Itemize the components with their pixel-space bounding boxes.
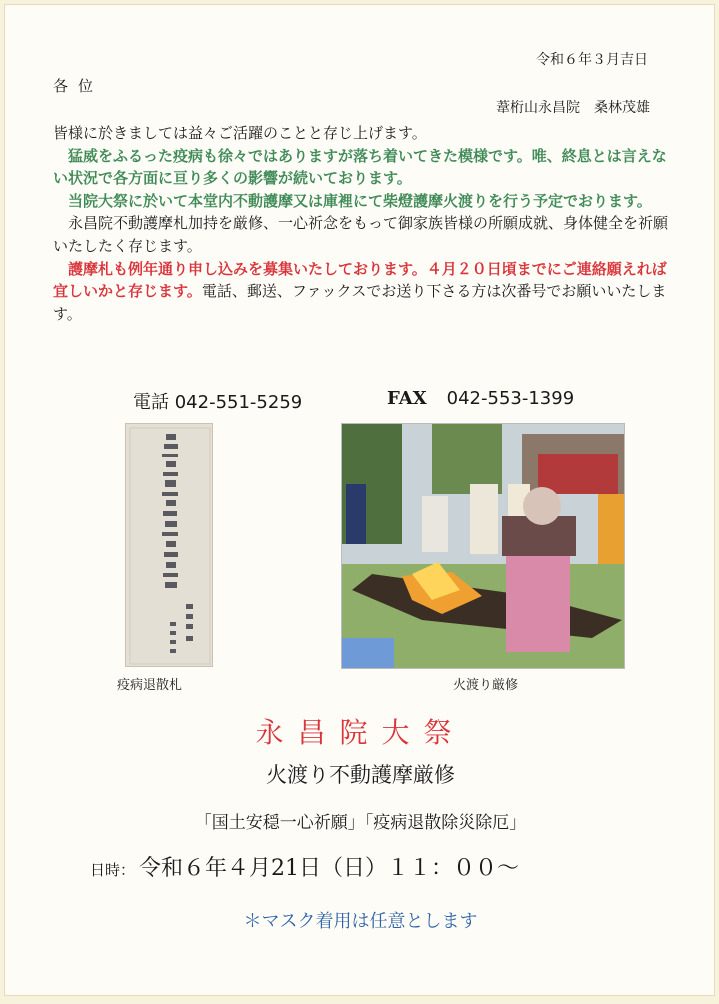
festival-subtitle: 火渡り不動護摩厳修 [266, 763, 455, 787]
prayer-paragraph: 永昌院不動護摩札加持を厳修、一心祈念をもって御家族皆様の所願成就、身体健全を祈願いたしたく存じます。 [53, 214, 669, 255]
fax-line [387, 388, 574, 409]
photo-caption: 火渡り厳修 [453, 678, 519, 693]
letter-body [53, 122, 673, 325]
salutation: 各位 [53, 77, 104, 95]
application-paragraph [53, 258, 673, 326]
pandemic-paragraph: 猛威をふるった疫病も徐々ではありますが落ち着いてきた模様です。唯、終息とは言えない状況で各方面に亘り多くの影響が続いております。 [53, 146, 667, 188]
sender-name: 葦桁山永昌院 桑林茂雄 [496, 100, 650, 116]
event-datetime [90, 851, 519, 882]
festival-title: 永昌院大祭 [255, 716, 466, 749]
talisman-caption: 疫病退散札 [117, 678, 183, 693]
prayer-slogans: 「国土安穏一心祈願」「疫病退散除災除厄」 [194, 813, 527, 833]
application-deadline-text: 護摩札も例年通り申し込みを募集いたしております。４月２０日頃までにご連絡願えれば宜しいかと存じます。 [53, 259, 667, 301]
flyer-page [4, 4, 715, 996]
fax-number: 042-553-1399 [446, 388, 575, 409]
datetime-value: 令和６年４月21日（日）１１：００～ [139, 856, 520, 881]
application-method-text: 電話、郵送、ファックスでお送り下さる方は次番号でお願いいたします。 [53, 282, 667, 323]
fax-label: FAX [387, 388, 427, 409]
datetime-label: 日時： [90, 861, 136, 879]
issue-date: 令和６年３月吉日 [536, 52, 648, 68]
fire-walk-photo [341, 423, 625, 669]
phone-number: 電話 042-551-5259 [133, 392, 303, 413]
greeting-paragraph: 皆様に於きましては益々ご活躍のことと存じ上げます。 [53, 124, 427, 142]
festival-plan-paragraph: 当院大祭に於いて本堂内不動護摩又は庫裡にて柴燈護摩火渡りを行う予定でおります。 [68, 191, 652, 210]
talisman-image [125, 423, 213, 667]
mask-note: ＊マスク着用は任意とします [243, 911, 478, 932]
